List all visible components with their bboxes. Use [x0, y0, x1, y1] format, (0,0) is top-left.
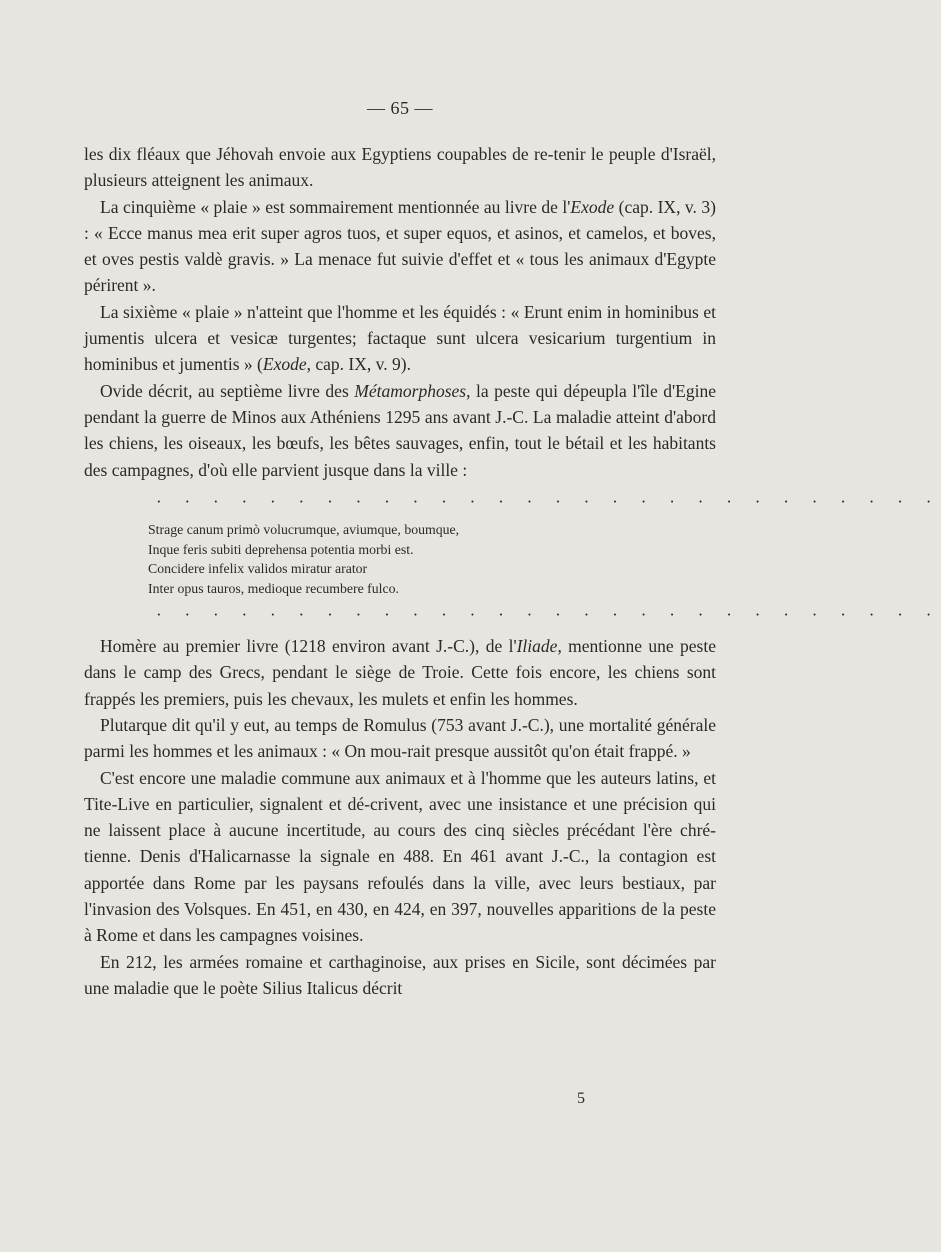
verse-line: Concidere infelix validos miratur arator	[148, 561, 368, 577]
text-run: (cap. IX, v. 3) : « Ecce manus mea erit super agros tuos, et super equos, et asinos, et camelos, et boves, et oves pestis valdè gravis. » La menace fut suivie d'effet et « tous les animaux d'Egypte périrent ».	[84, 196, 716, 296]
italic-title: Métamorphoses	[354, 380, 467, 401]
verse-line: Inque feris subiti deprehensa potentia morbi est.	[148, 541, 414, 557]
verse-line: Inter opus tauros, medioque recumbere fulco.	[148, 581, 399, 597]
body-text	[84, 141, 941, 1001]
text-run: , la peste qui dépeupla l'île d'Egine pendant la guerre de Minos aux Athéniens 1295 ans avant J.-C. La maladie atteint d'abord les chiens, les oiseaux, les bœufs, les bêtes sauvages, enfin, tout le bétail et les habitants des campagnes, d'où elle parvient jusque dans la ville :	[84, 380, 717, 480]
paragraph-p3	[84, 299, 716, 378]
ellipsis-dots-bottom: · · · · · · · · · · · · · · · · · · · · · · · · · · · ·	[156, 605, 941, 625]
paragraphs-before-quote	[84, 141, 716, 483]
paragraphs-after-quote	[84, 633, 716, 1001]
paragraph-p4	[84, 378, 716, 483]
ellipsis-dots-top: · · · · · · · · · · · · · · · · · · · · · · · · · · · ·	[156, 491, 941, 511]
italic-title: Exode	[262, 354, 307, 375]
verse-quotation	[84, 491, 941, 625]
text-run: La sixième « plaie » n'atteint que l'homme et les équidés : « Erunt enim in hominibus et jumentis ulcera et vesicæ turgentes; factaque sunt ulcera vesicarium turgentium in hominibus et jumentis » (	[84, 301, 716, 375]
paragraph-p1	[84, 141, 716, 194]
text-run: En 212, les armées romaine et carthaginoise, aux prises en Sicile, sont décimées par une maladie que le poète Silius Italicus décrit	[84, 951, 716, 998]
paragraph-p8	[84, 949, 716, 1002]
italic-title: Iliade	[516, 636, 558, 657]
italic-title: Exode	[570, 196, 615, 217]
signature-mark: 5	[577, 1090, 585, 1107]
text-run: , mentionne une peste dans le camp des Grecs, pendant le siège de Troie. Cette fois encore, les chiens sont frappés les premiers, puis les chevaux, les mulets et enfin les hommes.	[84, 636, 716, 709]
paragraph-p6	[84, 712, 716, 765]
text-run: La cinquième « plaie » est sommairement mentionnée au livre de l'	[100, 196, 571, 217]
paragraph-p5	[84, 633, 716, 712]
paragraph-p7	[84, 765, 716, 949]
text-run: Homère au premier livre (1218 environ avant J.-C.), de l'	[100, 636, 517, 657]
text-run: , cap. IX, v. 9).	[306, 354, 411, 375]
page-number: — 65 —	[367, 98, 433, 118]
verse-line: Strage canum primò volucrumque, aviumque, boumque,	[148, 521, 460, 537]
text-run: les dix fléaux que Jéhovah envoie aux Egyptiens coupables de re-tenir le peuple d'Israël, plusieurs atteignent les animaux.	[84, 144, 716, 191]
paragraph-p2	[84, 194, 716, 299]
text-run: C'est encore une maladie commune aux animaux et à l'homme que les auteurs latins, et Tite-Live en particulier, signalent et dé-crivent, avec une insistance et une précision qui ne laissent place à aucune incertitude, au cours des cinq siècles précédant l'ère chré-tienne. Denis d'Halicarnasse la signale en 488. En 461 avant J.-C., la contagion est apportée dans Rome par les paysans refoulés dans la ville, avec leurs bestiaux, par l'invasion des Volsques. En 451, en 430, en 424, en 397, nouvelles apparitions de la peste à Rome et dans les campagnes voisines.	[84, 767, 716, 946]
latin-verses	[84, 520, 716, 599]
text-run: Ovide décrit, au septième livre des	[100, 380, 355, 401]
text-run: Plutarque dit qu'il y eut, au temps de Romulus (753 avant J.-C.), une mortalité générale parmi les hommes et les animaux : « On mou-rait presque aussitôt qu'on était frappé. »	[84, 714, 716, 762]
